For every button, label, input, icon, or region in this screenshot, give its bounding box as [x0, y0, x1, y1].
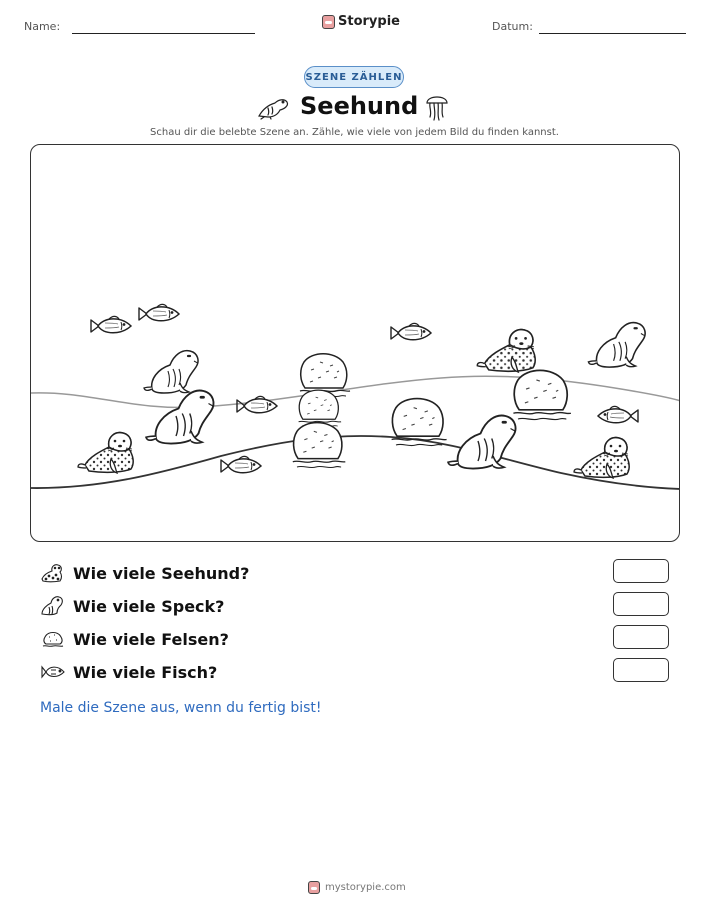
fish-item [139, 304, 179, 320]
speck-item [146, 391, 214, 444]
question-text: Wie viele Speck? [73, 596, 225, 616]
jellyfish-icon [424, 90, 450, 122]
date-line[interactable] [539, 33, 686, 34]
fish-item [221, 456, 261, 472]
question-text: Wie viele Seehund? [73, 563, 250, 583]
rocks-layer [293, 354, 571, 468]
seehund-item [574, 438, 629, 478]
speck-item [448, 416, 516, 469]
answer-box-speck[interactable] [613, 592, 669, 616]
felsen-icon [40, 628, 66, 650]
rock-item [300, 354, 350, 397]
fish-item [91, 316, 131, 332]
rock-item [293, 423, 346, 468]
storypie-logo-icon [322, 15, 335, 29]
instruction-text: Schau dir die belebte Szene an. Zähle, wie viele von jedem Bild du finden kannst. [150, 127, 559, 138]
footer-url: mystorypie.com [325, 882, 406, 893]
date-label: Datum: [492, 20, 533, 33]
fisch-icon [40, 661, 66, 683]
scene-illustration [31, 145, 680, 542]
name-line[interactable] [72, 33, 255, 34]
speck-icon [40, 595, 66, 617]
seehund-item [477, 330, 535, 372]
storypie-logo-icon [308, 881, 320, 894]
fish-item [237, 396, 277, 412]
question-text: Wie viele Fisch? [73, 662, 218, 682]
answer-box-seehund[interactable] [613, 559, 669, 583]
name-label: Name: [24, 20, 61, 33]
question-seehund [40, 560, 249, 586]
page-title: Seehund [300, 92, 419, 120]
question-text: Wie viele Felsen? [73, 629, 229, 649]
fish-item [391, 323, 431, 339]
brand-name: Storypie [338, 14, 400, 29]
rock-item [299, 390, 342, 426]
water-line-upper [31, 376, 680, 407]
counting-scene [30, 144, 680, 542]
speck-item [144, 351, 198, 393]
question-speck [40, 593, 224, 619]
seehund-item [78, 433, 133, 473]
footer [308, 881, 406, 894]
speck-item [588, 323, 645, 368]
answer-box-fisch[interactable] [613, 658, 669, 682]
seal-icon [256, 92, 290, 120]
question-felsen [40, 626, 229, 652]
fish-item [598, 406, 638, 422]
question-fisch [40, 659, 217, 685]
coloring-note: Male die Szene aus, wenn du fertig bist! [40, 700, 322, 716]
speck-layer [144, 323, 645, 469]
seehund-icon [40, 562, 66, 584]
rock-item [513, 370, 571, 419]
brand-logo [322, 14, 400, 29]
badge: SZENE ZÄHLEN [304, 66, 404, 88]
answer-box-felsen[interactable] [613, 625, 669, 649]
